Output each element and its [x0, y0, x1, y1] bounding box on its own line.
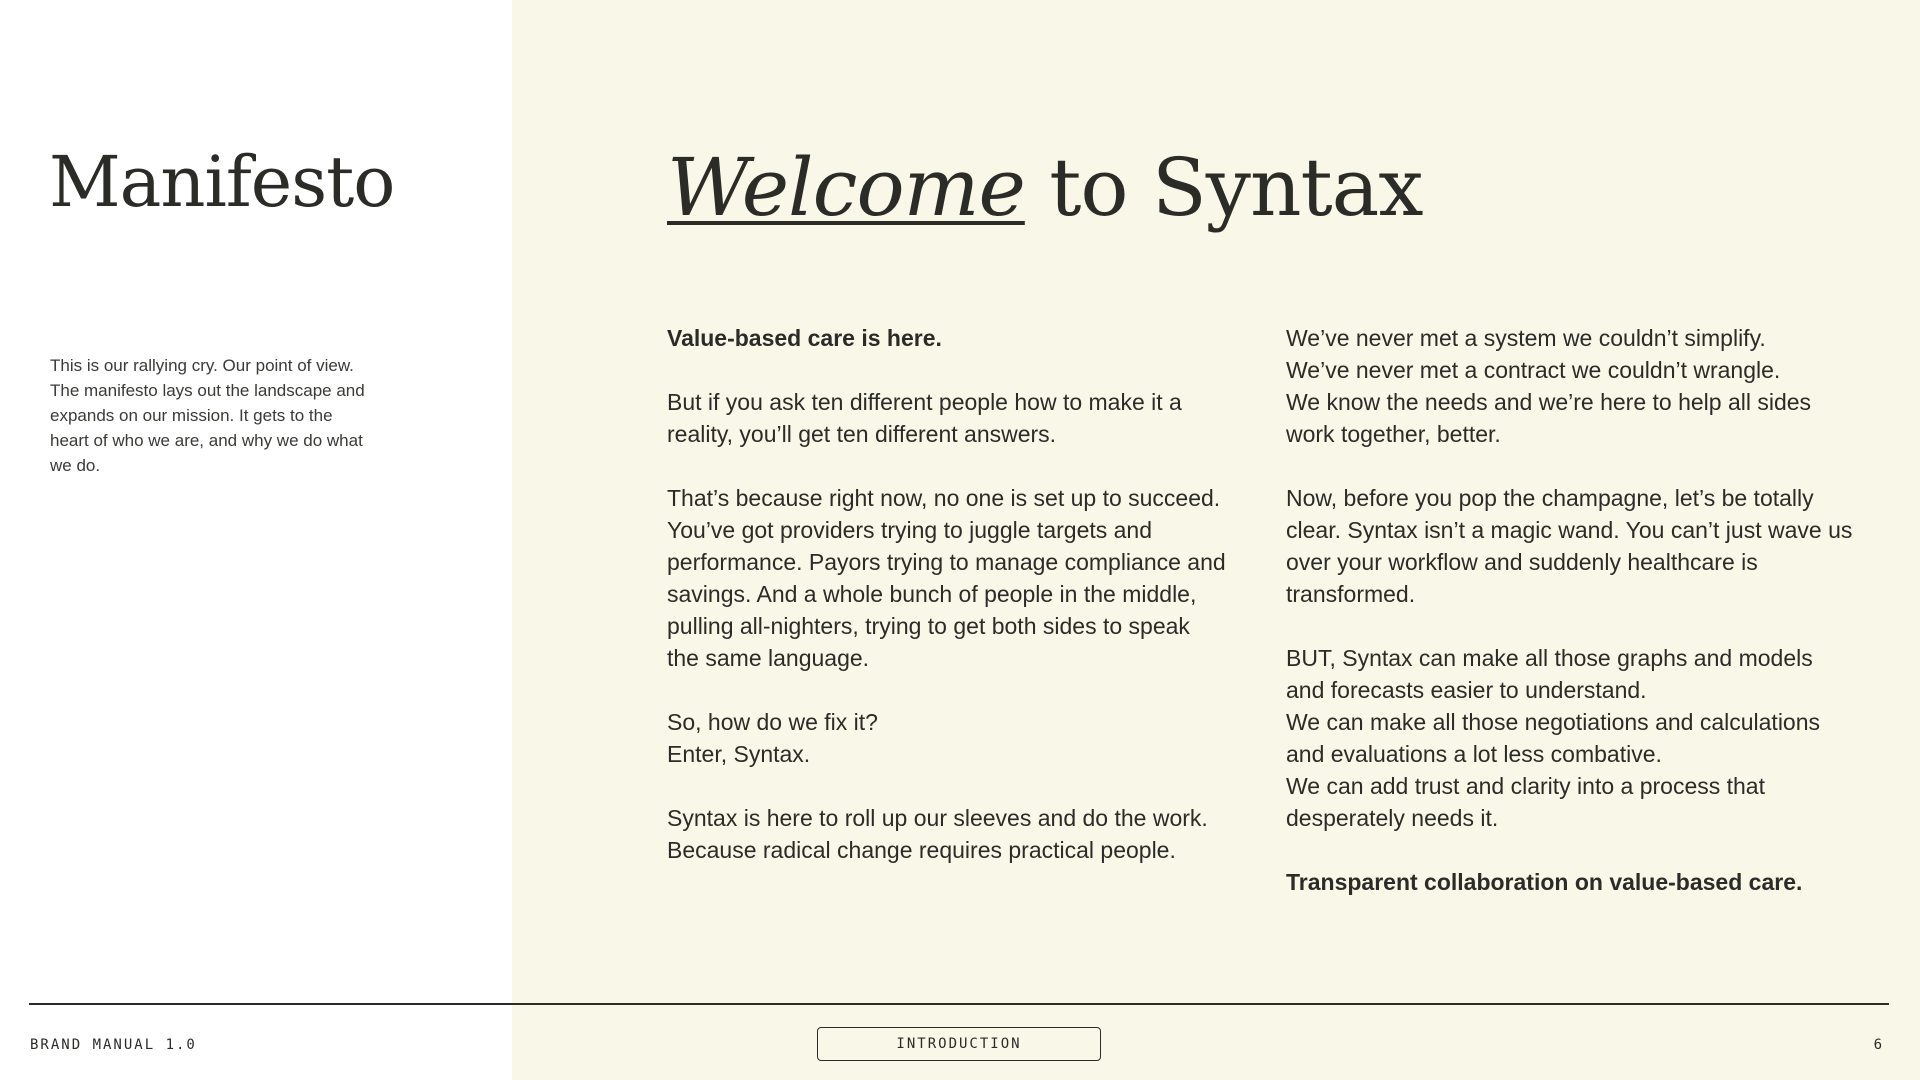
right-paragraph-4: Transparent collaboration on value-based care.	[1286, 869, 1803, 895]
right-paragraph-1-line-3: We know the needs and we’re here to help all sides work together, better.	[1286, 389, 1812, 447]
footer-manual-label: BRAND MANUAL 1.0	[30, 1037, 197, 1053]
page-number: 6	[1873, 1037, 1882, 1053]
left-paragraph-4	[667, 706, 1227, 770]
right-paragraph-1-line-1: We’ve never met a system we couldn’t simplify.	[1286, 325, 1766, 351]
headline-rest: to Syntax	[1024, 141, 1423, 234]
right-paragraph-3-line-1: BUT, Syntax can make all those graphs and models and forecasts easier to understand.	[1286, 645, 1813, 703]
headline-emphasis: Welcome	[667, 141, 1025, 234]
left-paragraph-3: That’s because right now, no one is set up to succeed. You’ve got providers trying to juggle targets and performance. Payors trying to manage compliance and savings. And a whole bunch of people in the middle, pulling all-nighters, trying to get both sides to speak the same language.	[667, 485, 1226, 671]
section-chip[interactable]	[817, 1027, 1101, 1061]
right-paragraph-3	[1286, 642, 1856, 834]
headline	[667, 140, 1422, 236]
right-paragraph-3-line-2: We can make all those negotiations and calculations and evaluations a lot less combative.	[1286, 709, 1821, 767]
left-paragraph-1: Value-based care is here.	[667, 325, 942, 351]
body-column-left	[667, 322, 1227, 898]
page-title: Manifesto	[49, 141, 395, 223]
left-paragraph-2: But if you ask ten different people how to make it a reality, you’ll get ten different answers.	[667, 389, 1182, 447]
sidebar-panel	[0, 0, 512, 1080]
left-paragraph-5: Syntax is here to roll up our sleeves and do the work. Because radical change requires practical people.	[667, 805, 1208, 863]
manifesto-description: This is our rallying cry. Our point of view. The manifesto lays out the landscape and expands on our mission. It gets to the heart of who we are, and why we do what we do.	[50, 356, 365, 475]
left-paragraph-4-line-1: So, how do we fix it?	[667, 709, 878, 735]
footer-divider	[29, 1003, 1889, 1005]
right-paragraph-2: Now, before you pop the champagne, let’s be totally clear. Syntax isn’t a magic wand. You can’t just wave us over your workflow and suddenly healthcare is transformed.	[1286, 485, 1853, 607]
left-paragraph-4-line-2: Enter, Syntax.	[667, 741, 811, 767]
right-paragraph-1-line-2: We’ve never met a contract we couldn’t wrangle.	[1286, 357, 1781, 383]
right-paragraph-3-line-3: We can add trust and clarity into a process that desperately needs it.	[1286, 773, 1765, 831]
right-paragraph-1	[1286, 322, 1856, 450]
body-column-right	[1286, 322, 1856, 930]
section-chip-label: INTRODUCTION	[896, 1036, 1022, 1052]
